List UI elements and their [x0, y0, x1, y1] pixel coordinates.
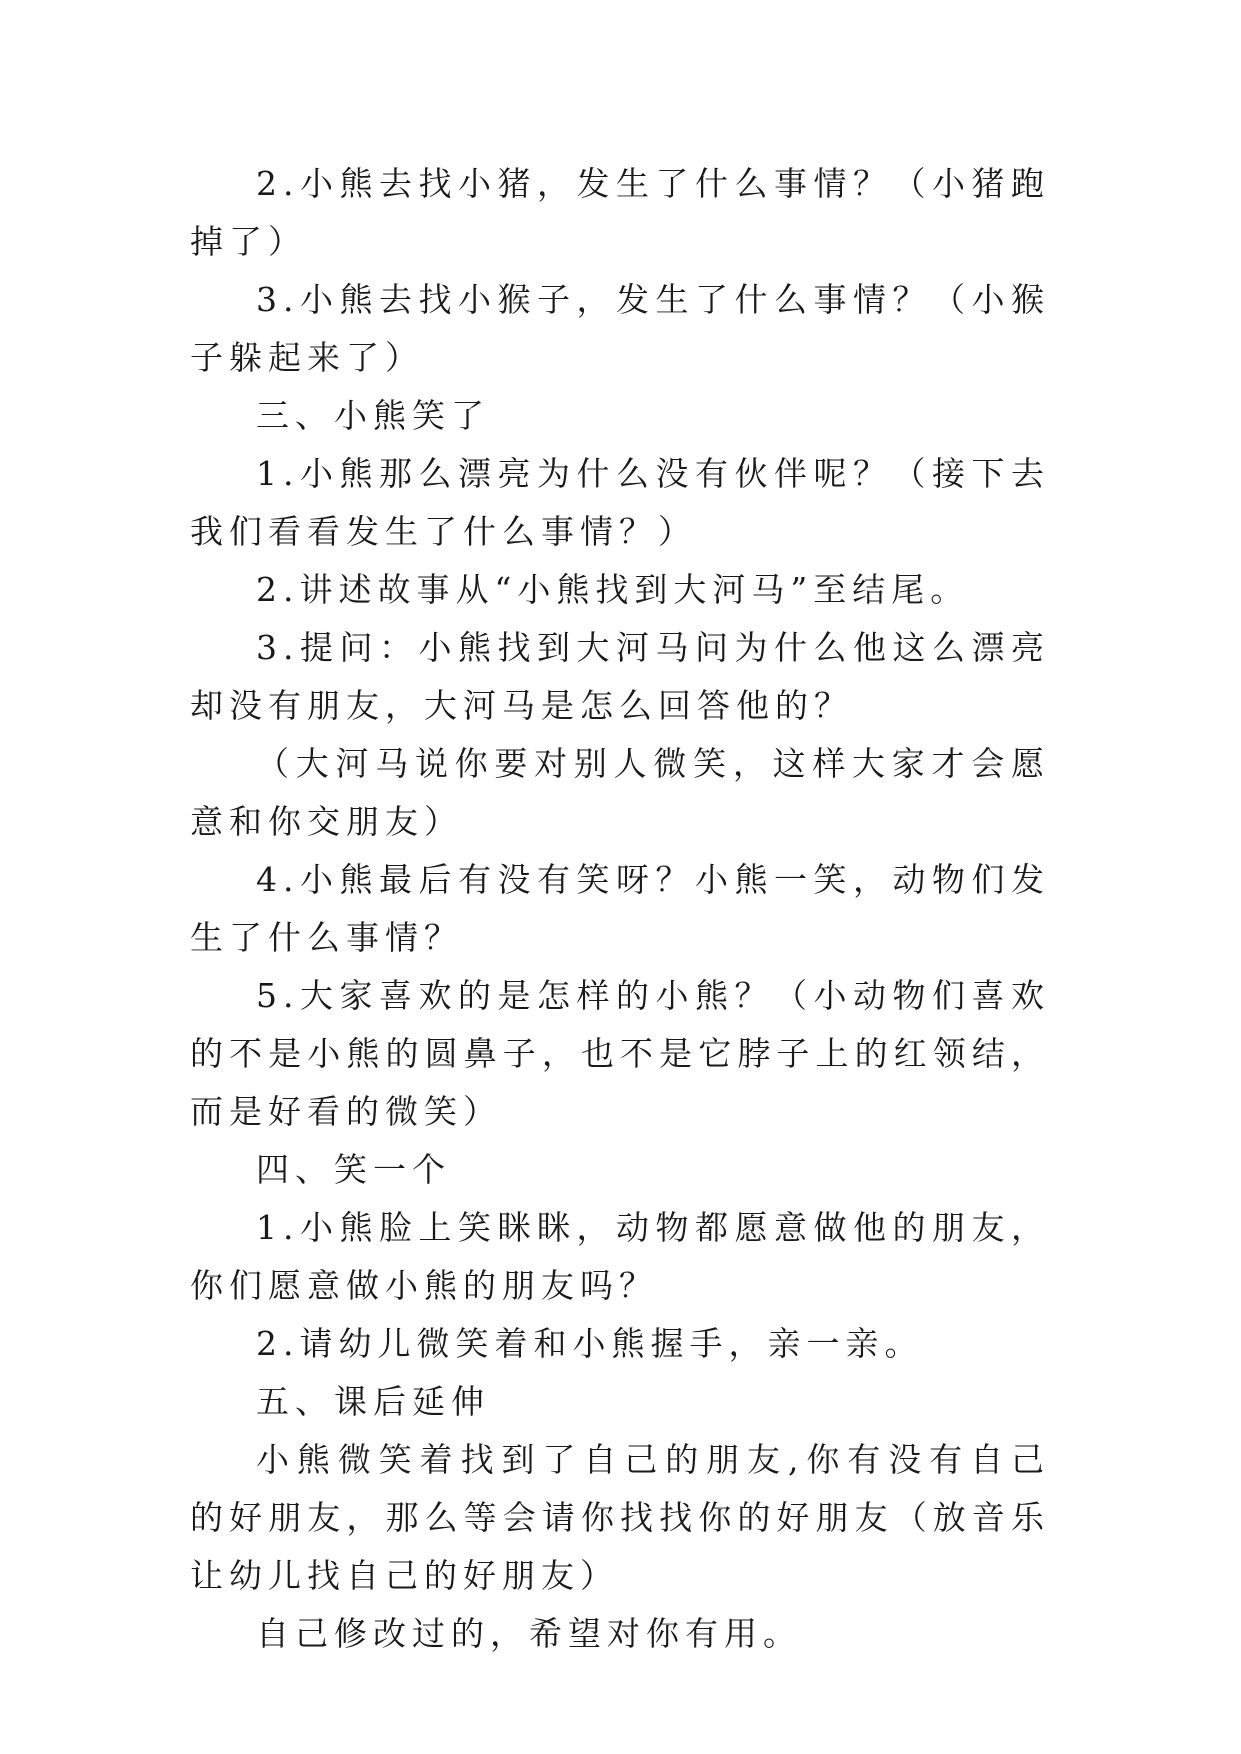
- paragraph-4-2: 2.请幼儿微笑着和小熊握手，亲一亲。: [256, 1324, 924, 1363]
- paragraph-5-extension: 小熊微笑着找到了自己的朋友,你有没有自己的好朋友，那么等会请你找找你的好朋友（放音乐让幼儿找自己的好朋友）: [190, 1440, 1050, 1595]
- paragraph-3-2: 2.讲述故事从“小熊找到大河马”至结尾。: [256, 570, 970, 609]
- paragraph-closing-note: 自己修改过的，希望对你有用。: [256, 1614, 802, 1653]
- section-heading-4: 四、笑一个: [256, 1150, 451, 1189]
- section-heading-5: 五、课后延伸: [256, 1382, 490, 1421]
- paragraph-3-5: 5.大家喜欢的是怎样的小熊？（小动物们喜欢的不是小熊的圆鼻子，也不是它脖子上的红领结，而是好看的微笑）: [190, 976, 1050, 1131]
- paragraph-q3-monkey: 3.小熊去找小猴子，发生了什么事情？（小猴子躲起来了）: [190, 280, 1050, 377]
- paragraph-4-1: 1.小熊脸上笑眯眯，动物都愿意做他的朋友，你们愿意做小熊的朋友吗？: [190, 1208, 1050, 1305]
- paragraph-3-3: 3.提问：小熊找到大河马问为什么他这么漂亮却没有朋友，大河马是怎么回答他的？: [190, 628, 1050, 725]
- paragraph-3-1: 1.小熊那么漂亮为什么没有伙伴呢？（接下去我们看看发生了什么事情？）: [190, 454, 1050, 551]
- paragraph-3-3-answer: （大河马说你要对别人微笑，这样大家才会愿意和你交朋友）: [190, 744, 1050, 841]
- paragraph-3-4: 4.小熊最后有没有笑呀？小熊一笑，动物们发生了什么事情？: [190, 860, 1050, 957]
- document-body: [190, 155, 1050, 1663]
- paragraph-q2-pig: 2.小熊去找小猪，发生了什么事情？（小猪跑掉了）: [190, 164, 1050, 261]
- section-heading-3: 三、小熊笑了: [256, 396, 490, 435]
